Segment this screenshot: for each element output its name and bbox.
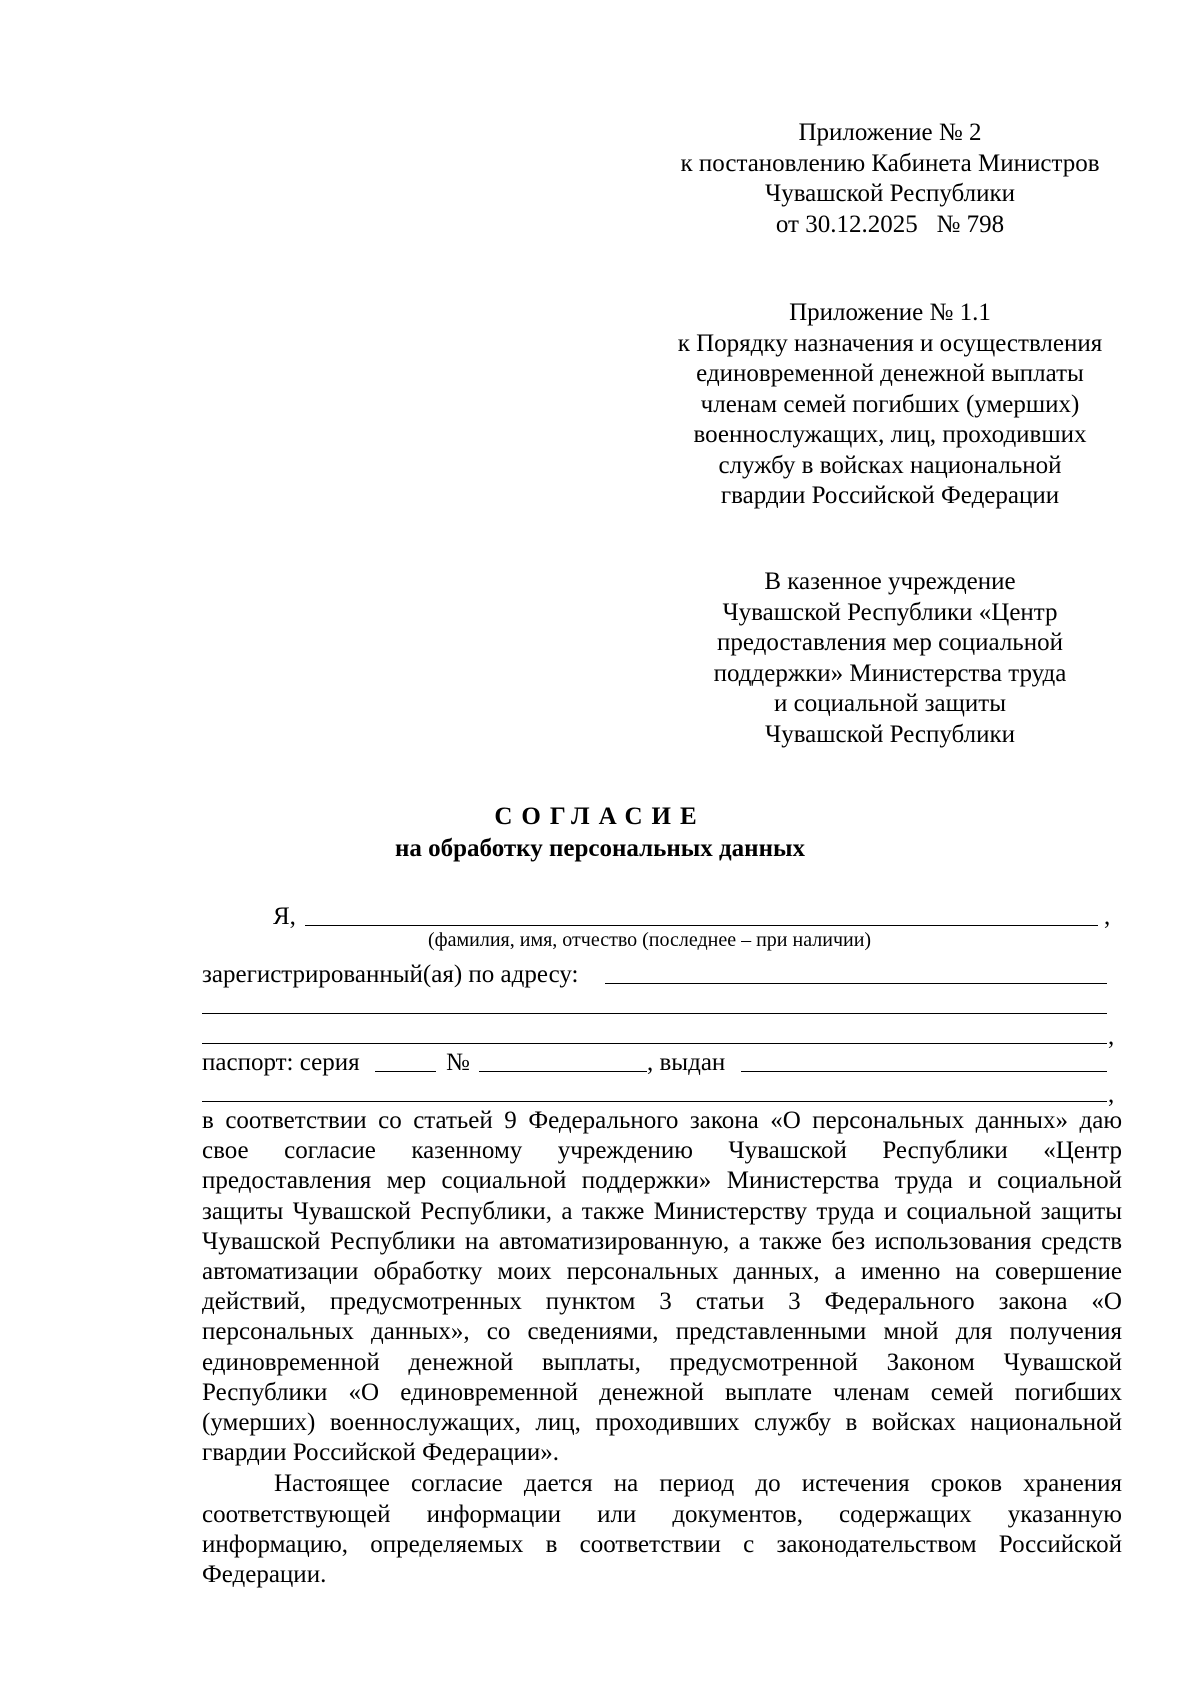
passport-comma: , bbox=[1108, 1081, 1115, 1108]
passport-issued-label: , выдан bbox=[647, 1049, 726, 1076]
document-subtitle: на обработку персональных данных bbox=[395, 835, 805, 862]
address-blank-line-3[interactable] bbox=[202, 1043, 1107, 1044]
appendix-1-1-line: к Порядку назначения и осуществления bbox=[677, 329, 1103, 357]
appendix-1-1-block bbox=[640, 298, 1140, 512]
address-comma: , bbox=[1108, 1023, 1115, 1050]
appendix-1-1-line: военнослужащих, лиц, проходивших bbox=[693, 421, 1087, 448]
document-title: СОГЛАСИЕ bbox=[494, 803, 706, 830]
appendix-1-1-line: гвардии Российской Федерации bbox=[720, 482, 1060, 509]
address-blank-line-1[interactable] bbox=[605, 983, 1107, 984]
addressee-line: Чувашской Республики «Центр bbox=[722, 598, 1058, 626]
appendix-2-line: к постановлению Кабинета Министров bbox=[680, 149, 1100, 177]
consent-paragraph-1: в соответствии со статьей 9 Федерального закона «О персональных данных» даю свое согласие казенному учреждению Чувашской Республики «Центр предоставления мер социальной поддержки» Министерства труда и социальной защиты Чувашской Республики, а также Министерству труда и социальной защиты Чувашской Республики на автоматизированную, а также без использования средств автоматизации обработку моих персональных данных, а именно на совершение действий, предусмотренных пунктом 3 статьи 3 Федерального закона «О персональных данных», со сведениями, представленными мной для получения единовременной денежной выплаты, предусмотренной Законом Чувашской Республики «О единовременной денежной выплате членам семей погибших (умерших) военнослужащих, лиц, проходивших службу в войсках национальной гвардии Российской Федерации». bbox=[202, 1107, 1122, 1467]
appendix-2-line: Приложение № 2 bbox=[798, 119, 982, 146]
consent-paragraph-2: Настоящее согласие дается на период до истечения сроков хранения соответствующей информации или документов, содержащих указанную информацию, определяемых в соответствии с законодательством Российской Федерации. bbox=[202, 1470, 1122, 1589]
appendix-2-line: Чувашской Республики bbox=[764, 180, 1016, 207]
addressee-line: поддержки» Министерства труда bbox=[713, 659, 1067, 687]
passport-label: паспорт: серия bbox=[202, 1049, 360, 1076]
consent-body bbox=[202, 1106, 1122, 1590]
appendix-2-block bbox=[640, 118, 1140, 240]
passport-issued-blank-2[interactable] bbox=[202, 1101, 1107, 1102]
appendix-1-1-line: единовременной денежной выплаты bbox=[696, 360, 1084, 387]
addressee-block bbox=[640, 567, 1140, 750]
appendix-1-1-line: членам семей погибших (умерших) bbox=[700, 390, 1080, 418]
passport-issued-blank-1[interactable] bbox=[741, 1071, 1107, 1072]
address-blank-line-2[interactable] bbox=[202, 1013, 1107, 1014]
addressee-line: Чувашской Республики bbox=[764, 720, 1016, 748]
addressee-line: В казенное учреждение bbox=[764, 568, 1016, 595]
address-label: зарегистрированный(ая) по адресу: bbox=[202, 961, 579, 988]
addressee-line: и социальной защиты bbox=[773, 690, 1006, 717]
appendix-1-1-line: Приложение № 1.1 bbox=[789, 299, 991, 326]
fio-comma: , bbox=[1104, 903, 1111, 930]
i-label: Я, bbox=[273, 903, 296, 930]
appendix-1-1-line: службу в войсках национальной bbox=[718, 451, 1062, 479]
passport-number-label: № bbox=[446, 1049, 470, 1076]
passport-number-blank[interactable] bbox=[479, 1071, 647, 1072]
appendix-2-line: от 30.12.2025 № 798 bbox=[775, 210, 1005, 238]
addressee-line: предоставления мер социальной bbox=[717, 629, 1063, 656]
fio-blank-line[interactable] bbox=[305, 925, 1098, 926]
fio-caption: (фамилия, имя, отчество (последнее – при наличии) bbox=[428, 929, 872, 951]
passport-series-blank[interactable] bbox=[375, 1071, 436, 1072]
